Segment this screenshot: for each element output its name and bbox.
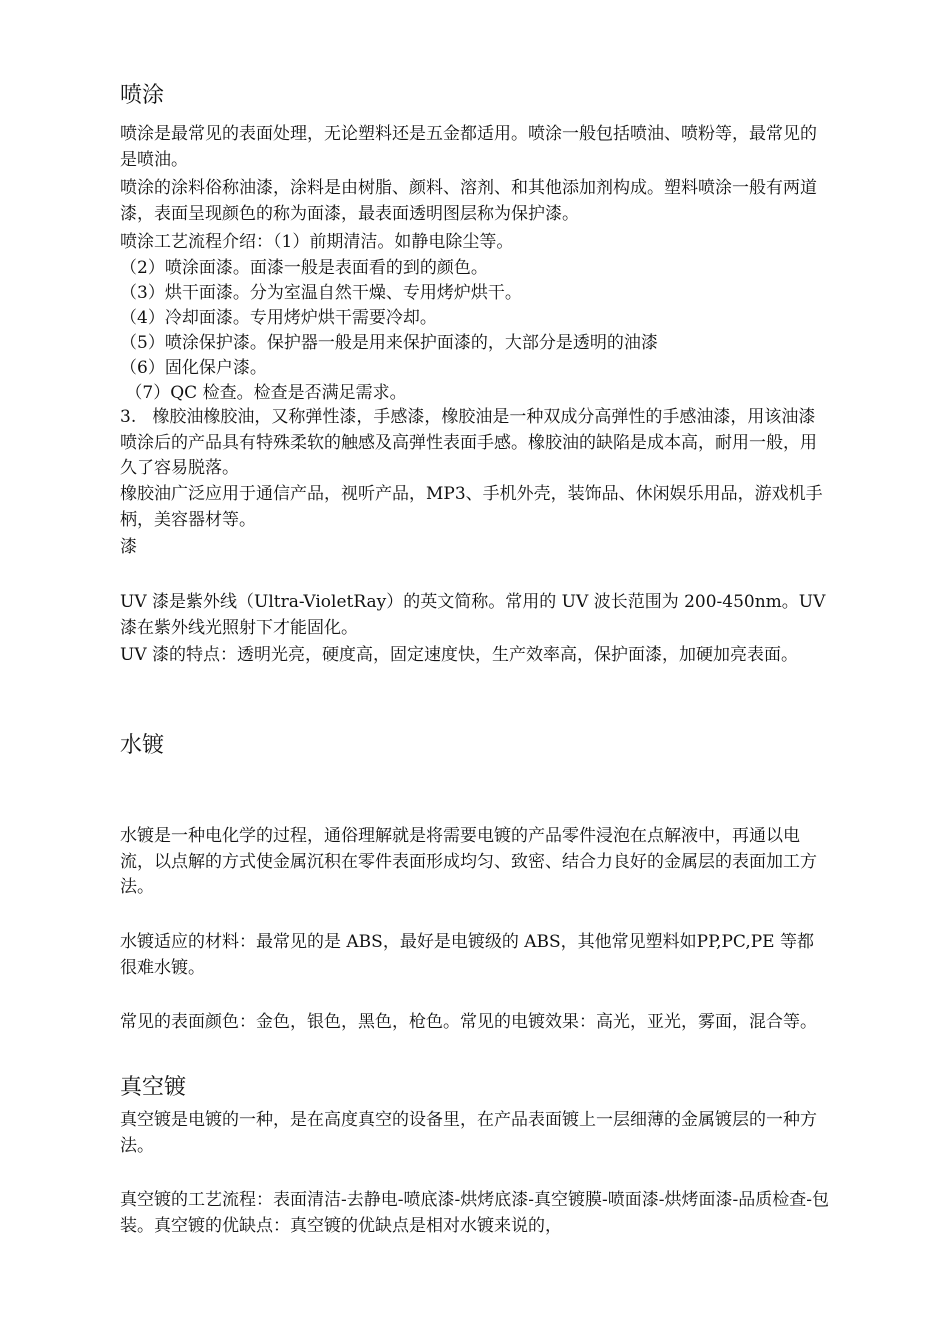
paragraph: 喷涂是最常见的表面处理，无论塑料还是五金都适用。喷涂一般包括喷油、喷粉等，最常见的是喷油。	[120, 124, 817, 170]
paragraph: UV 漆的特点：透明光亮，硬度高，固定速度快，生产效率高，保护面漆，加硬加亮表面。	[120, 645, 799, 665]
paragraph: 喷涂的涂料俗称油漆，涂料是由树脂、颜料、溶剂、和其他添加剂构成。塑料喷涂一般有两道漆，表面呈现颜色的称为面漆，最表面透明图层称为保护漆。	[120, 178, 817, 224]
paragraph: 漆	[120, 537, 137, 557]
paragraph: UV 漆是紫外线（Ultra-VioletRay）的英文简称。常用的 UV 波长范围为 200-450nm。UV 漆在紫外线光照射下才能固化。	[120, 592, 831, 638]
paragraph: 常见的表面颜色：金色，银色，黑色，枪色。常见的电镀效果：高光，亚光，雾面，混合等。	[120, 1012, 817, 1032]
paragraph: 3. 橡胶油橡胶油，又称弹性漆，手感漆，橡胶油是一种双成分高弹性的手感油漆，用该油漆喷涂后的产品具有特殊柔软的触感及高弹性表面手感。橡胶油的缺陷是成本高，耐用一般，用久了容易脱落。	[120, 407, 817, 478]
paragraph: 水镀适应的材料：最常见的是 ABS，最好是电镀级的 ABS，其他常见塑料如PP,PC,PE 等都很难水镀。	[120, 932, 814, 978]
list-item: （6）固化保户漆。	[120, 358, 267, 378]
list-item: （2）喷涂面漆。面漆一般是表面看的到的颜色。	[120, 258, 488, 278]
section-heading-water-plating: 水镀	[120, 733, 165, 758]
paragraph: 真空镀的工艺流程：表面清洁-去静电-喷底漆-烘烤底漆-真空镀膜-喷面漆-烘烤面漆-品质检查-包装。真空镀的优缺点：真空镀的优缺点是相对水镀来说的，	[120, 1190, 829, 1236]
paragraph: 水镀是一种电化学的过程，通俗理解就是将需要电镀的产品零件浸泡在点解液中，再通以电流，以点解的方式使金属沉积在零件表面形成均匀、致密、结合力良好的金属层的表面加工方法。	[120, 826, 817, 897]
paragraph: 喷涂工艺流程介绍：（1）前期清洁。如静电除尘等。	[120, 232, 514, 252]
list-item: （7）QC 检查。检查是否满足需求。	[120, 383, 407, 403]
section-heading-spray: 喷涂	[120, 83, 165, 108]
list-item: （3）烘干面漆。分为室温自然干燥、专用烤炉烘干。	[120, 283, 522, 303]
section-heading-vacuum-plating: 真空镀	[120, 1075, 187, 1100]
paragraph: 橡胶油广泛应用于通信产品，视听产品，MP3、手机外壳，装饰品、休闲娱乐用品，游戏机手柄，美容器材等。	[120, 484, 823, 530]
paragraph: 真空镀是电镀的一种，是在高度真空的设备里，在产品表面镀上一层细薄的金属镀层的一种方法。	[120, 1110, 817, 1156]
list-item: （4）冷却面漆。专用烤炉烘干需要冷却。	[120, 308, 437, 328]
list-item: （5）喷涂保护漆。保护器一般是用来保护面漆的，大部分是透明的油漆	[120, 333, 658, 353]
